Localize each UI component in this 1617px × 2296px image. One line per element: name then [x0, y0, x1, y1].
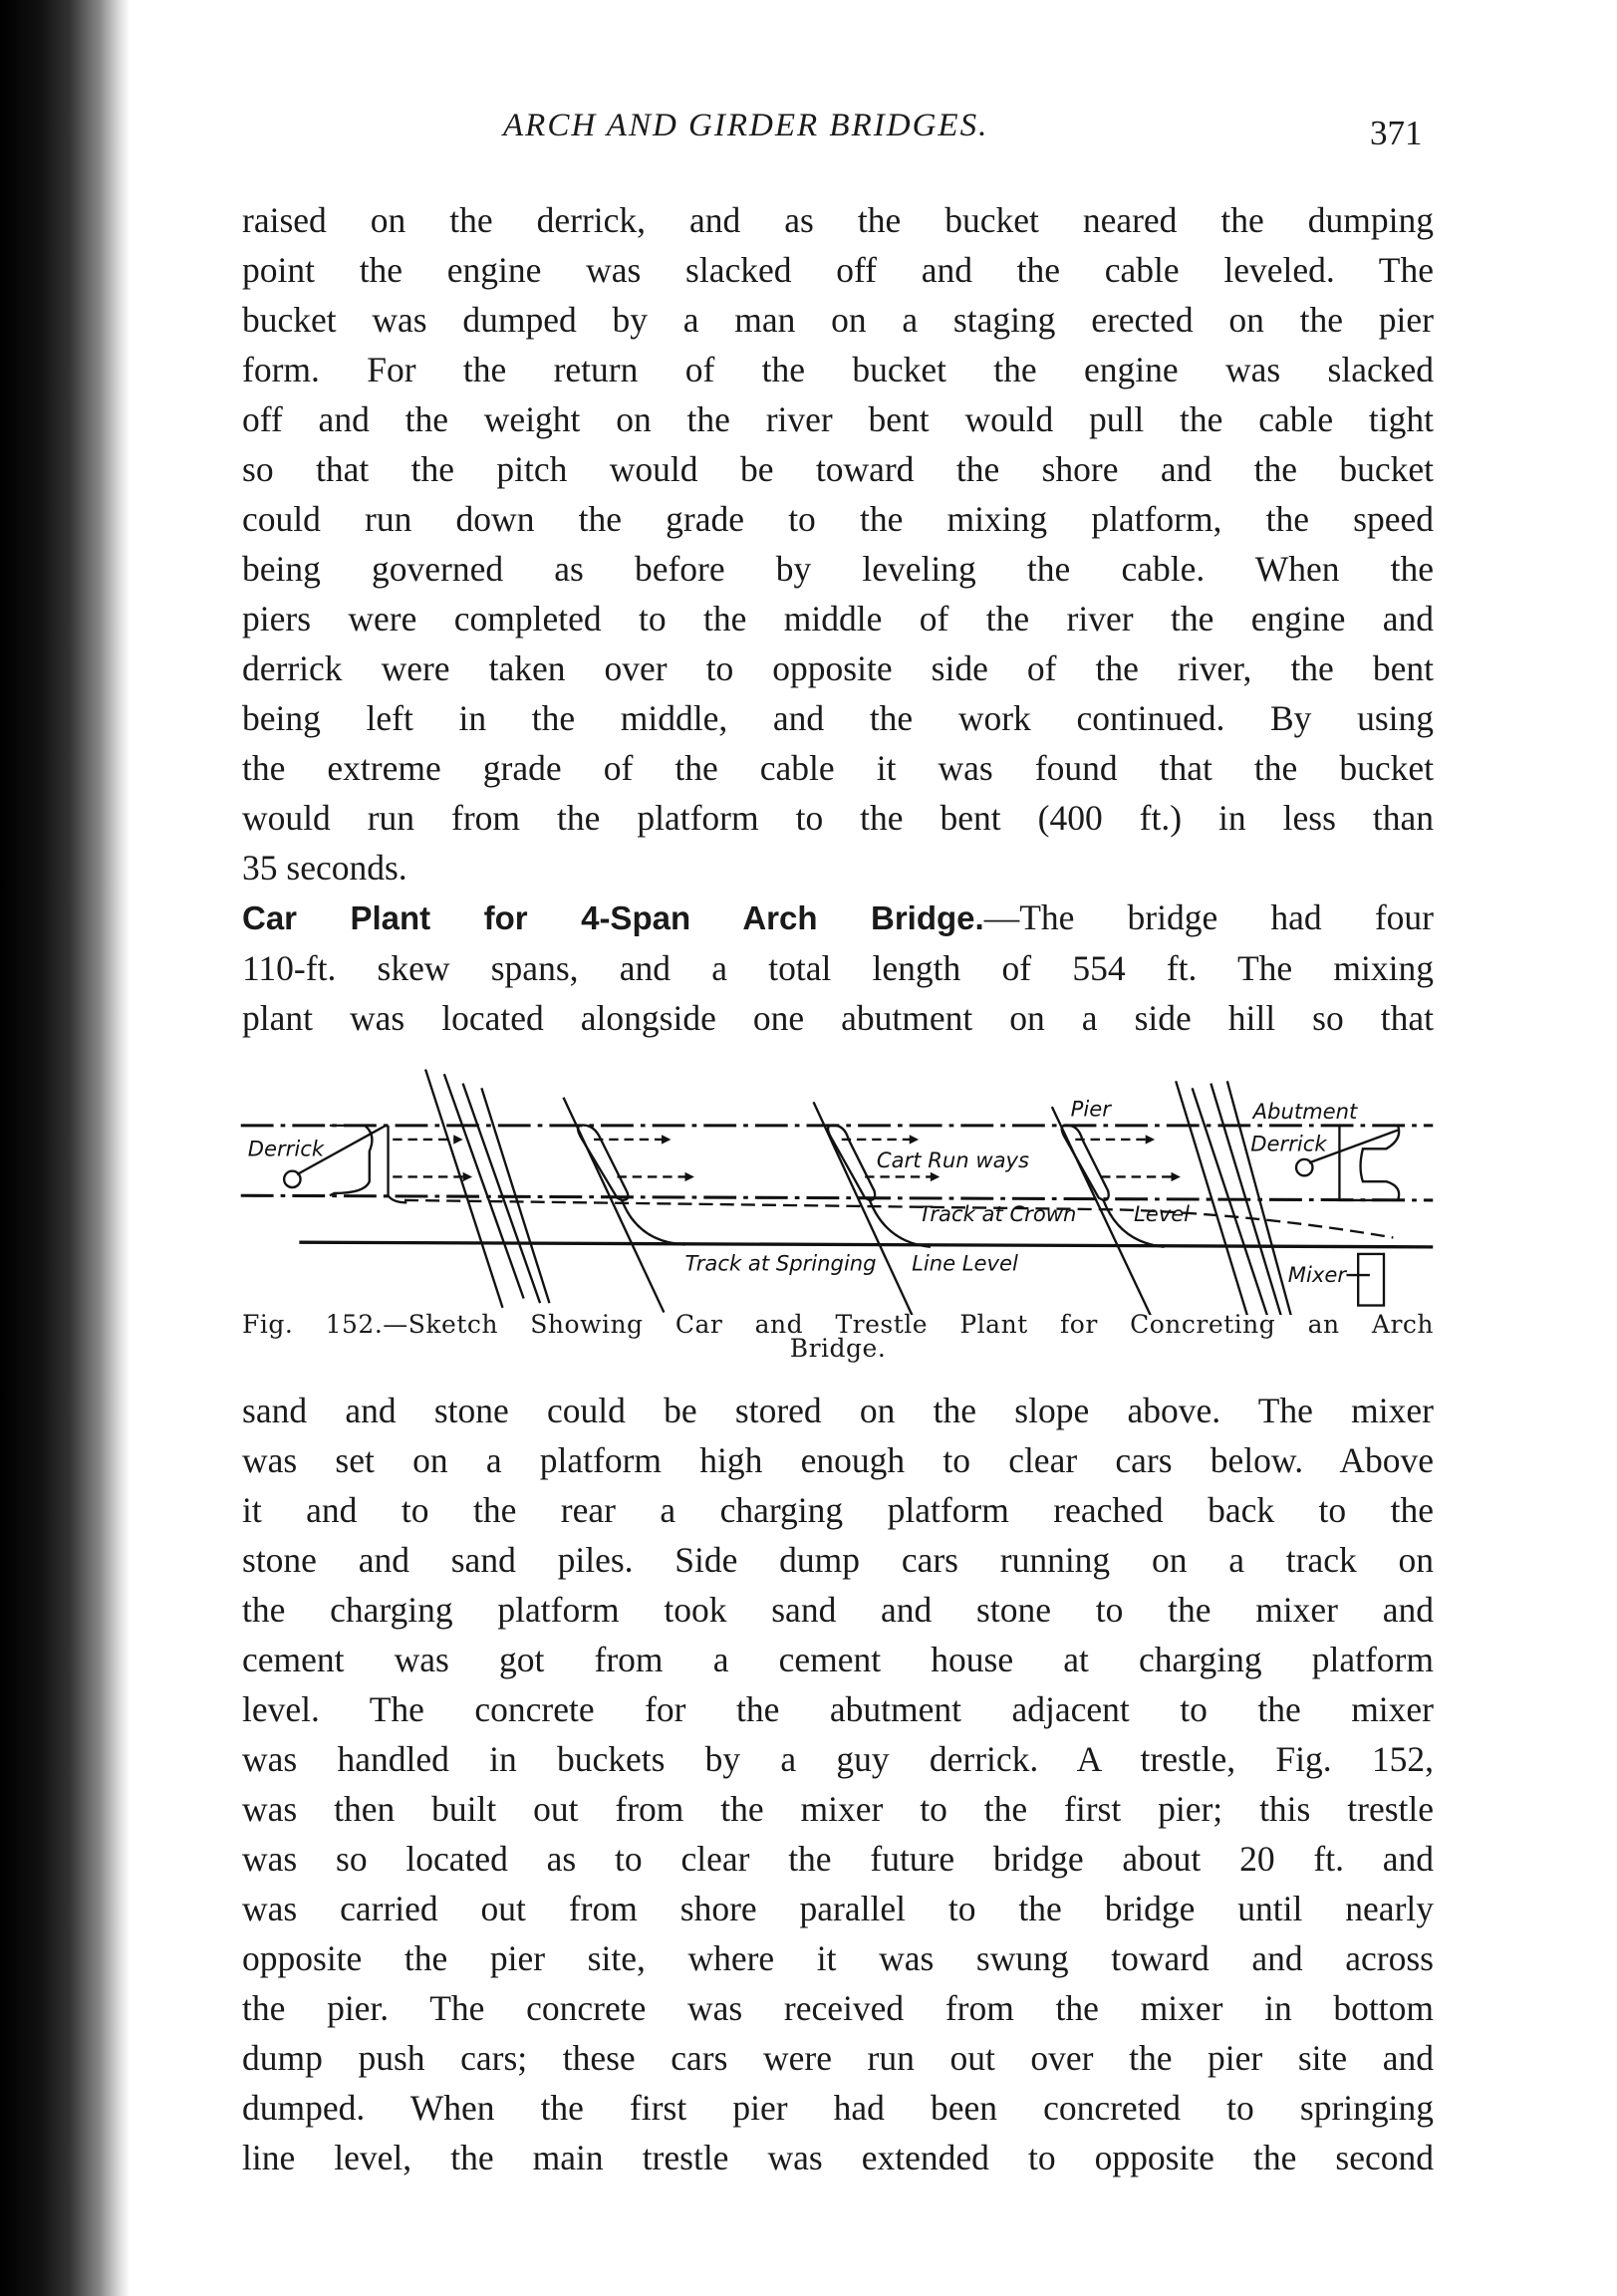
- label-level: Level: [1133, 1201, 1191, 1227]
- label-line-level: Line Level: [912, 1250, 1018, 1276]
- text-line: being governed as before by leveling the cable. When the: [242, 549, 1434, 589]
- label-mixer: Mixer: [1287, 1262, 1347, 1288]
- text-line: so that the pitch would be toward the shore and the bucket: [242, 449, 1434, 489]
- left-abutment: [330, 1126, 406, 1202]
- figure-152-drawing: [229, 1046, 1445, 1315]
- label-cart-runways: Cart Run ways: [876, 1148, 1030, 1173]
- page-number: 371: [1370, 114, 1423, 152]
- text-line: dumped. When the first pier had been concreted to springing: [242, 2088, 1434, 2128]
- text-line: 35 seconds.: [242, 848, 407, 888]
- text-line: it and to the rear a charging platform reached back to the: [242, 1490, 1434, 1530]
- text-line: sand and stone could be stored on the slope above. The mixer: [242, 1391, 1434, 1430]
- text-line: plant was located alongside one abutment on a side hill so that: [242, 998, 1434, 1038]
- text-line: was so located as to clear the future bridge about 20 ft. and: [242, 1839, 1434, 1879]
- pier-1: [578, 1126, 628, 1200]
- text-line: dump push cars; these cars were run out over the pier site and: [242, 2038, 1434, 2078]
- text-line: was set on a platform high enough to clear cars below. Above: [242, 1440, 1434, 1480]
- paragraph-2: [242, 1386, 1434, 2182]
- springing-track-line: [299, 1242, 1433, 1247]
- running-title: ARCH AND GIRDER BRIDGES.: [503, 108, 989, 143]
- text-line: form. For the return of the bucket the engine was slacked: [242, 350, 1434, 389]
- text-line: would run from the platform to the bent (400 ft.) in less than: [242, 798, 1434, 838]
- text-line: was handled in buckets by a guy derrick. A trestle, Fig. 152,: [242, 1739, 1434, 1779]
- scan-edge-shadow: [0, 0, 130, 2296]
- label-track-crown: Track at Crown: [919, 1201, 1077, 1227]
- label-pier: Pier: [1070, 1096, 1111, 1122]
- label-track-springing: Track at Springing: [684, 1250, 877, 1276]
- caption-line-2: Bridge.: [789, 1334, 887, 1363]
- text-line: bucket was dumped by a man on a staging erected on the pier: [242, 300, 1434, 340]
- right-abutment: [1339, 1126, 1399, 1200]
- label-derrick-right: Derrick: [1250, 1131, 1327, 1156]
- text-line: could run down the grade to the mixing platform, the speed: [242, 499, 1434, 539]
- section-paragraph: [242, 893, 1434, 1043]
- mixer-box: [1358, 1254, 1384, 1306]
- pier-2: [828, 1126, 875, 1200]
- caption-line-1: Fig. 152.—Sketch Showing Car and Trestle Plant for Concreting an Arch: [242, 1310, 1434, 1339]
- text-line: cement was got from a cement house at charging platform: [242, 1640, 1434, 1679]
- label-derrick-left: Derrick: [247, 1136, 325, 1161]
- text-line: level. The concrete for the abutment adjacent to the mixer: [242, 1689, 1434, 1729]
- text-line: was then built out from the mixer to the first pier; this trestle: [242, 1789, 1434, 1829]
- label-abutment: Abutment: [1252, 1098, 1358, 1124]
- text-line: raised on the derrick, and as the bucket neared the dumping: [242, 200, 1434, 240]
- cart-runway-arrows: [393, 1140, 1176, 1177]
- text-line: line level, the main trestle was extended to opposite the second: [242, 2138, 1434, 2177]
- section-heading: Car Plant for 4-Span Arch Bridge.: [242, 899, 984, 936]
- text-line: the extreme grade of the cable it was found that the bucket: [242, 748, 1434, 788]
- text-line: 110-ft. skew spans, and a total length of 554 ft. The mixing: [242, 948, 1434, 988]
- figure-caption: [242, 1310, 1434, 1363]
- text-line: —The bridge had four: [983, 897, 1434, 937]
- text-line: piers were completed to the middle of the river the engine and: [242, 599, 1434, 638]
- crown-track-line: [404, 1200, 1393, 1238]
- paragraph-1: [242, 195, 1434, 893]
- pier-3: [1062, 1126, 1109, 1200]
- text-line: derrick were taken over to opposite side of the river, the bent: [242, 648, 1434, 688]
- text-line: being left in the middle, and the work continued. By using: [242, 698, 1434, 738]
- text-line: was carried out from shore parallel to the bridge until nearly: [242, 1889, 1434, 1928]
- text-line: off and the weight on the river bent would pull the cable tight: [242, 399, 1434, 439]
- text-line: point the engine was slacked off and the cable leveled. The: [242, 250, 1434, 290]
- text-line: opposite the pier site, where it was swung toward and across: [242, 1938, 1434, 1978]
- lower-boundary-line: [241, 1195, 1434, 1200]
- text-line: the pier. The concrete was received from the mixer in bottom: [242, 1988, 1434, 2028]
- text-line: the charging platform took sand and stone to the mixer and: [242, 1590, 1434, 1630]
- text-line: stone and sand piles. Side dump cars running on a track on: [242, 1540, 1434, 1580]
